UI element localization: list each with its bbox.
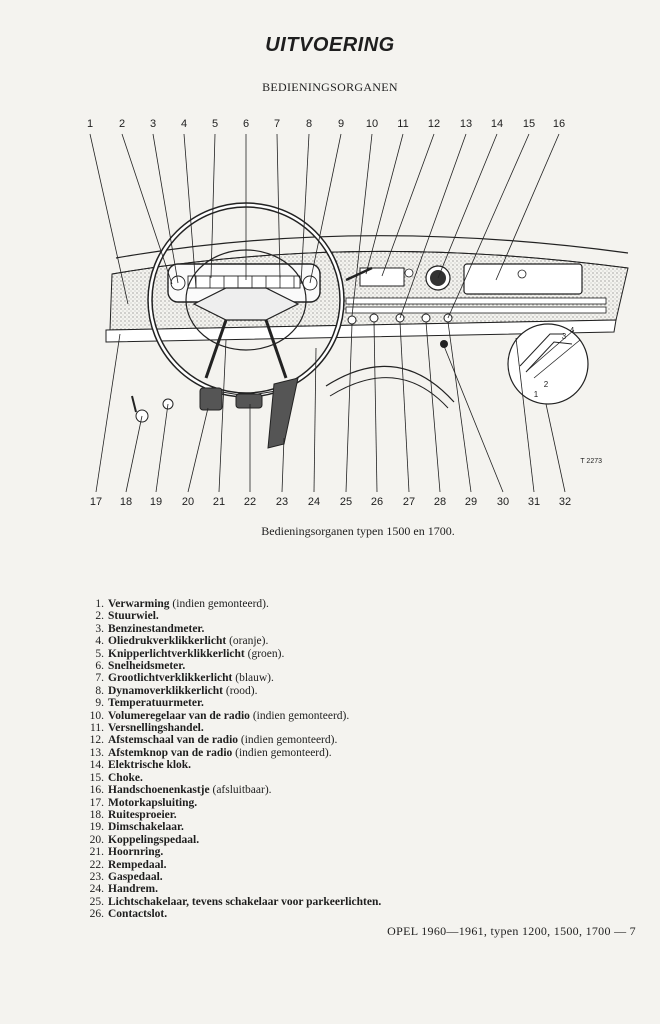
legend-item (80, 834, 640, 846)
legend-label: Volumeregelaar van de radio (108, 709, 250, 722)
legend-label: Contactslot. (108, 908, 168, 921)
callout-number: 29 (464, 496, 478, 508)
legend-item (80, 635, 640, 647)
callout-number: 6 (242, 118, 250, 130)
leader-line (282, 438, 284, 492)
legend-note: (blauw). (232, 672, 274, 685)
legend-note: (rood). (223, 684, 258, 697)
legend-label: Oliedrukverklikkerlicht (108, 635, 227, 648)
legend-item (80, 772, 640, 784)
legend-item (80, 883, 640, 895)
leader-line (374, 322, 377, 492)
page-title: UITVOERING (265, 34, 395, 56)
legend-item (80, 734, 640, 746)
legend-note: (indien gemonteerd). (232, 746, 332, 759)
legend-number: 1. (95, 598, 104, 610)
legend-number: 5. (95, 647, 104, 660)
legend-label: Benzinestandmeter. (108, 622, 205, 635)
legend-number: 7. (95, 672, 104, 685)
callout-number: 31 (527, 496, 541, 508)
callout-number: 32 (558, 496, 572, 508)
legend-label: Afstemknop van de radio (108, 746, 233, 759)
section-title: BEDIENINGSORGANEN (262, 80, 398, 94)
legend-note: (groen). (244, 647, 285, 660)
legend-number: 23. (89, 870, 104, 883)
legend-note: (indien gemonteerd). (238, 734, 338, 747)
leader-line (188, 408, 208, 492)
legend-number: 24. (89, 883, 104, 896)
legend-number: 22. (89, 858, 104, 871)
legend-item (80, 859, 640, 871)
legend-number: 10. (89, 709, 104, 722)
legend-label: Versnellingshandel. (108, 722, 204, 735)
legend-item (80, 685, 640, 697)
legend-number: 9. (95, 697, 104, 710)
callout-number: 14 (490, 118, 504, 130)
legend-item (80, 871, 640, 883)
leader-line (211, 134, 215, 278)
leader-line (156, 404, 168, 492)
legend-item (80, 759, 640, 771)
legend-number: 25. (89, 895, 104, 908)
callout-number: 21 (212, 496, 226, 508)
callout-number: 20 (181, 496, 195, 508)
legend-label: Gaspedaal. (108, 870, 163, 883)
callout-number: 4 (180, 118, 188, 130)
legend-number: 21. (89, 846, 104, 859)
legend-label: Knipperlichtverklikkerlicht (108, 647, 245, 660)
legend-item (80, 896, 640, 908)
legend-item (80, 722, 640, 734)
legend-item (80, 697, 640, 709)
inset-number: 2 (543, 380, 549, 389)
legend-list (80, 598, 640, 921)
legend-number: 2. (95, 610, 104, 623)
callout-number: 11 (397, 118, 409, 130)
leader-line (400, 322, 409, 492)
brake-pedal (236, 394, 262, 408)
leader-line (122, 134, 172, 284)
legend-number: 4. (95, 635, 104, 648)
legend-number: 6. (95, 660, 104, 673)
legend-label: Temperatuurmeter. (108, 697, 204, 710)
glove-box (464, 264, 582, 294)
callout-number: 1 (86, 118, 94, 130)
legend-item (80, 672, 640, 684)
legend-label: Verwarming (108, 598, 170, 610)
legend-item (80, 747, 640, 759)
legend-label: Snelheidsmeter. (108, 660, 186, 673)
legend-item (80, 846, 640, 858)
callout-number: 13 (459, 118, 473, 130)
legend-number: 11. (90, 722, 104, 735)
legend-label: Handschoenenkastje (108, 784, 210, 797)
legend-label: Koppelingspedaal. (108, 833, 200, 846)
callout-number: 10 (365, 118, 379, 130)
leader-line (444, 346, 503, 492)
page-footer: OPEL 1960—1961, typen 1200, 1500, 1700 — 7 (387, 924, 636, 938)
callout-number: 19 (149, 496, 163, 508)
dashboard-drawing (76, 108, 636, 518)
legend-number: 14. (89, 759, 104, 772)
legend-number: 3. (95, 622, 104, 635)
legend-item (80, 908, 640, 920)
legend-label: Handrem. (108, 883, 158, 896)
callout-number: 8 (305, 118, 313, 130)
legend-label: Choke. (108, 771, 143, 784)
callout-number: 23 (275, 496, 289, 508)
legend-note: (indien gemonteerd). (169, 598, 269, 610)
callout-number: 22 (243, 496, 257, 508)
leader-line (219, 340, 226, 492)
legend-number: 20. (89, 833, 104, 846)
figure-caption: Bedieningsorganen typen 1500 en 1700. (261, 524, 455, 538)
legend-item (80, 809, 640, 821)
legend-number: 26. (89, 908, 104, 921)
callout-number: 18 (119, 496, 133, 508)
legend-label: Elektrische klok. (108, 759, 192, 772)
legend-number: 12. (89, 734, 104, 747)
legend-item (80, 821, 640, 833)
callout-number: 2 (118, 118, 126, 130)
callout-number: 12 (427, 118, 441, 130)
clutch-pedal (200, 388, 222, 410)
callout-number: 26 (370, 496, 384, 508)
legend-number: 8. (95, 684, 104, 697)
radio-knob (405, 269, 413, 277)
legend-label: Grootlichtverklikkerlicht (108, 672, 233, 685)
legend-label: Rempedaal. (108, 858, 167, 871)
legend-number: 19. (89, 821, 104, 834)
legend-label: Stuurwiel. (108, 610, 159, 623)
legend-label: Afstemschaal van de radio (108, 734, 239, 747)
callout-number: 7 (273, 118, 281, 130)
callout-number: 28 (433, 496, 447, 508)
callout-number: 24 (307, 496, 321, 508)
legend-number: 15. (89, 771, 104, 784)
legend-item (80, 710, 640, 722)
legend-item (80, 784, 640, 796)
legend-label: Dimschakelaar. (108, 821, 184, 834)
legend-number: 13. (89, 746, 104, 759)
legend-number: 16. (89, 784, 104, 797)
callout-number: 15 (522, 118, 536, 130)
legend-item (80, 660, 640, 672)
leader-line (448, 322, 471, 492)
legend-label: Ruitesproeier. (108, 808, 177, 821)
legend-number: 17. (89, 796, 104, 809)
legend-label: Motorkapsluiting. (108, 796, 198, 809)
legend-item (80, 648, 640, 660)
legend-number: 18. (89, 808, 104, 821)
legend-item (80, 623, 640, 635)
legend-note: (afsluitbaar). (209, 784, 272, 797)
callout-number: 17 (89, 496, 103, 508)
legend-label: Lichtschakelaar, tevens schakelaar voor parkeerlichten. (108, 895, 382, 908)
leader-line (90, 134, 128, 304)
legend-item (80, 610, 640, 622)
leader-line (346, 324, 352, 492)
figure-reference-code: T 2273 (580, 458, 602, 465)
legend-label: Hoornring. (108, 846, 164, 859)
legend-item (80, 598, 640, 610)
legend-item (80, 797, 640, 809)
leader-line (426, 322, 440, 492)
callout-number: 25 (339, 496, 353, 508)
legend-note: (oranje). (226, 635, 269, 648)
callout-number: 16 (552, 118, 566, 130)
inset-number: 4 (569, 326, 575, 335)
callout-number: 30 (496, 496, 510, 508)
inset-number: 3 (561, 332, 567, 341)
leader-line (96, 334, 120, 492)
legend-note: (indien gemonteerd). (249, 709, 350, 722)
callout-number: 9 (337, 118, 345, 130)
callout-number: 27 (402, 496, 416, 508)
inset-number: 1 (533, 390, 539, 399)
handbrake-arc (326, 366, 454, 402)
dashboard-figure (76, 108, 636, 518)
leader-line (126, 416, 142, 492)
callout-number: 3 (149, 118, 157, 130)
glove-box-lock (518, 270, 526, 278)
legend-label: Dynamoverklikkerlicht (108, 684, 223, 697)
leader-line (546, 404, 565, 492)
callout-number: 5 (211, 118, 219, 130)
speedometer-scale (188, 276, 300, 288)
